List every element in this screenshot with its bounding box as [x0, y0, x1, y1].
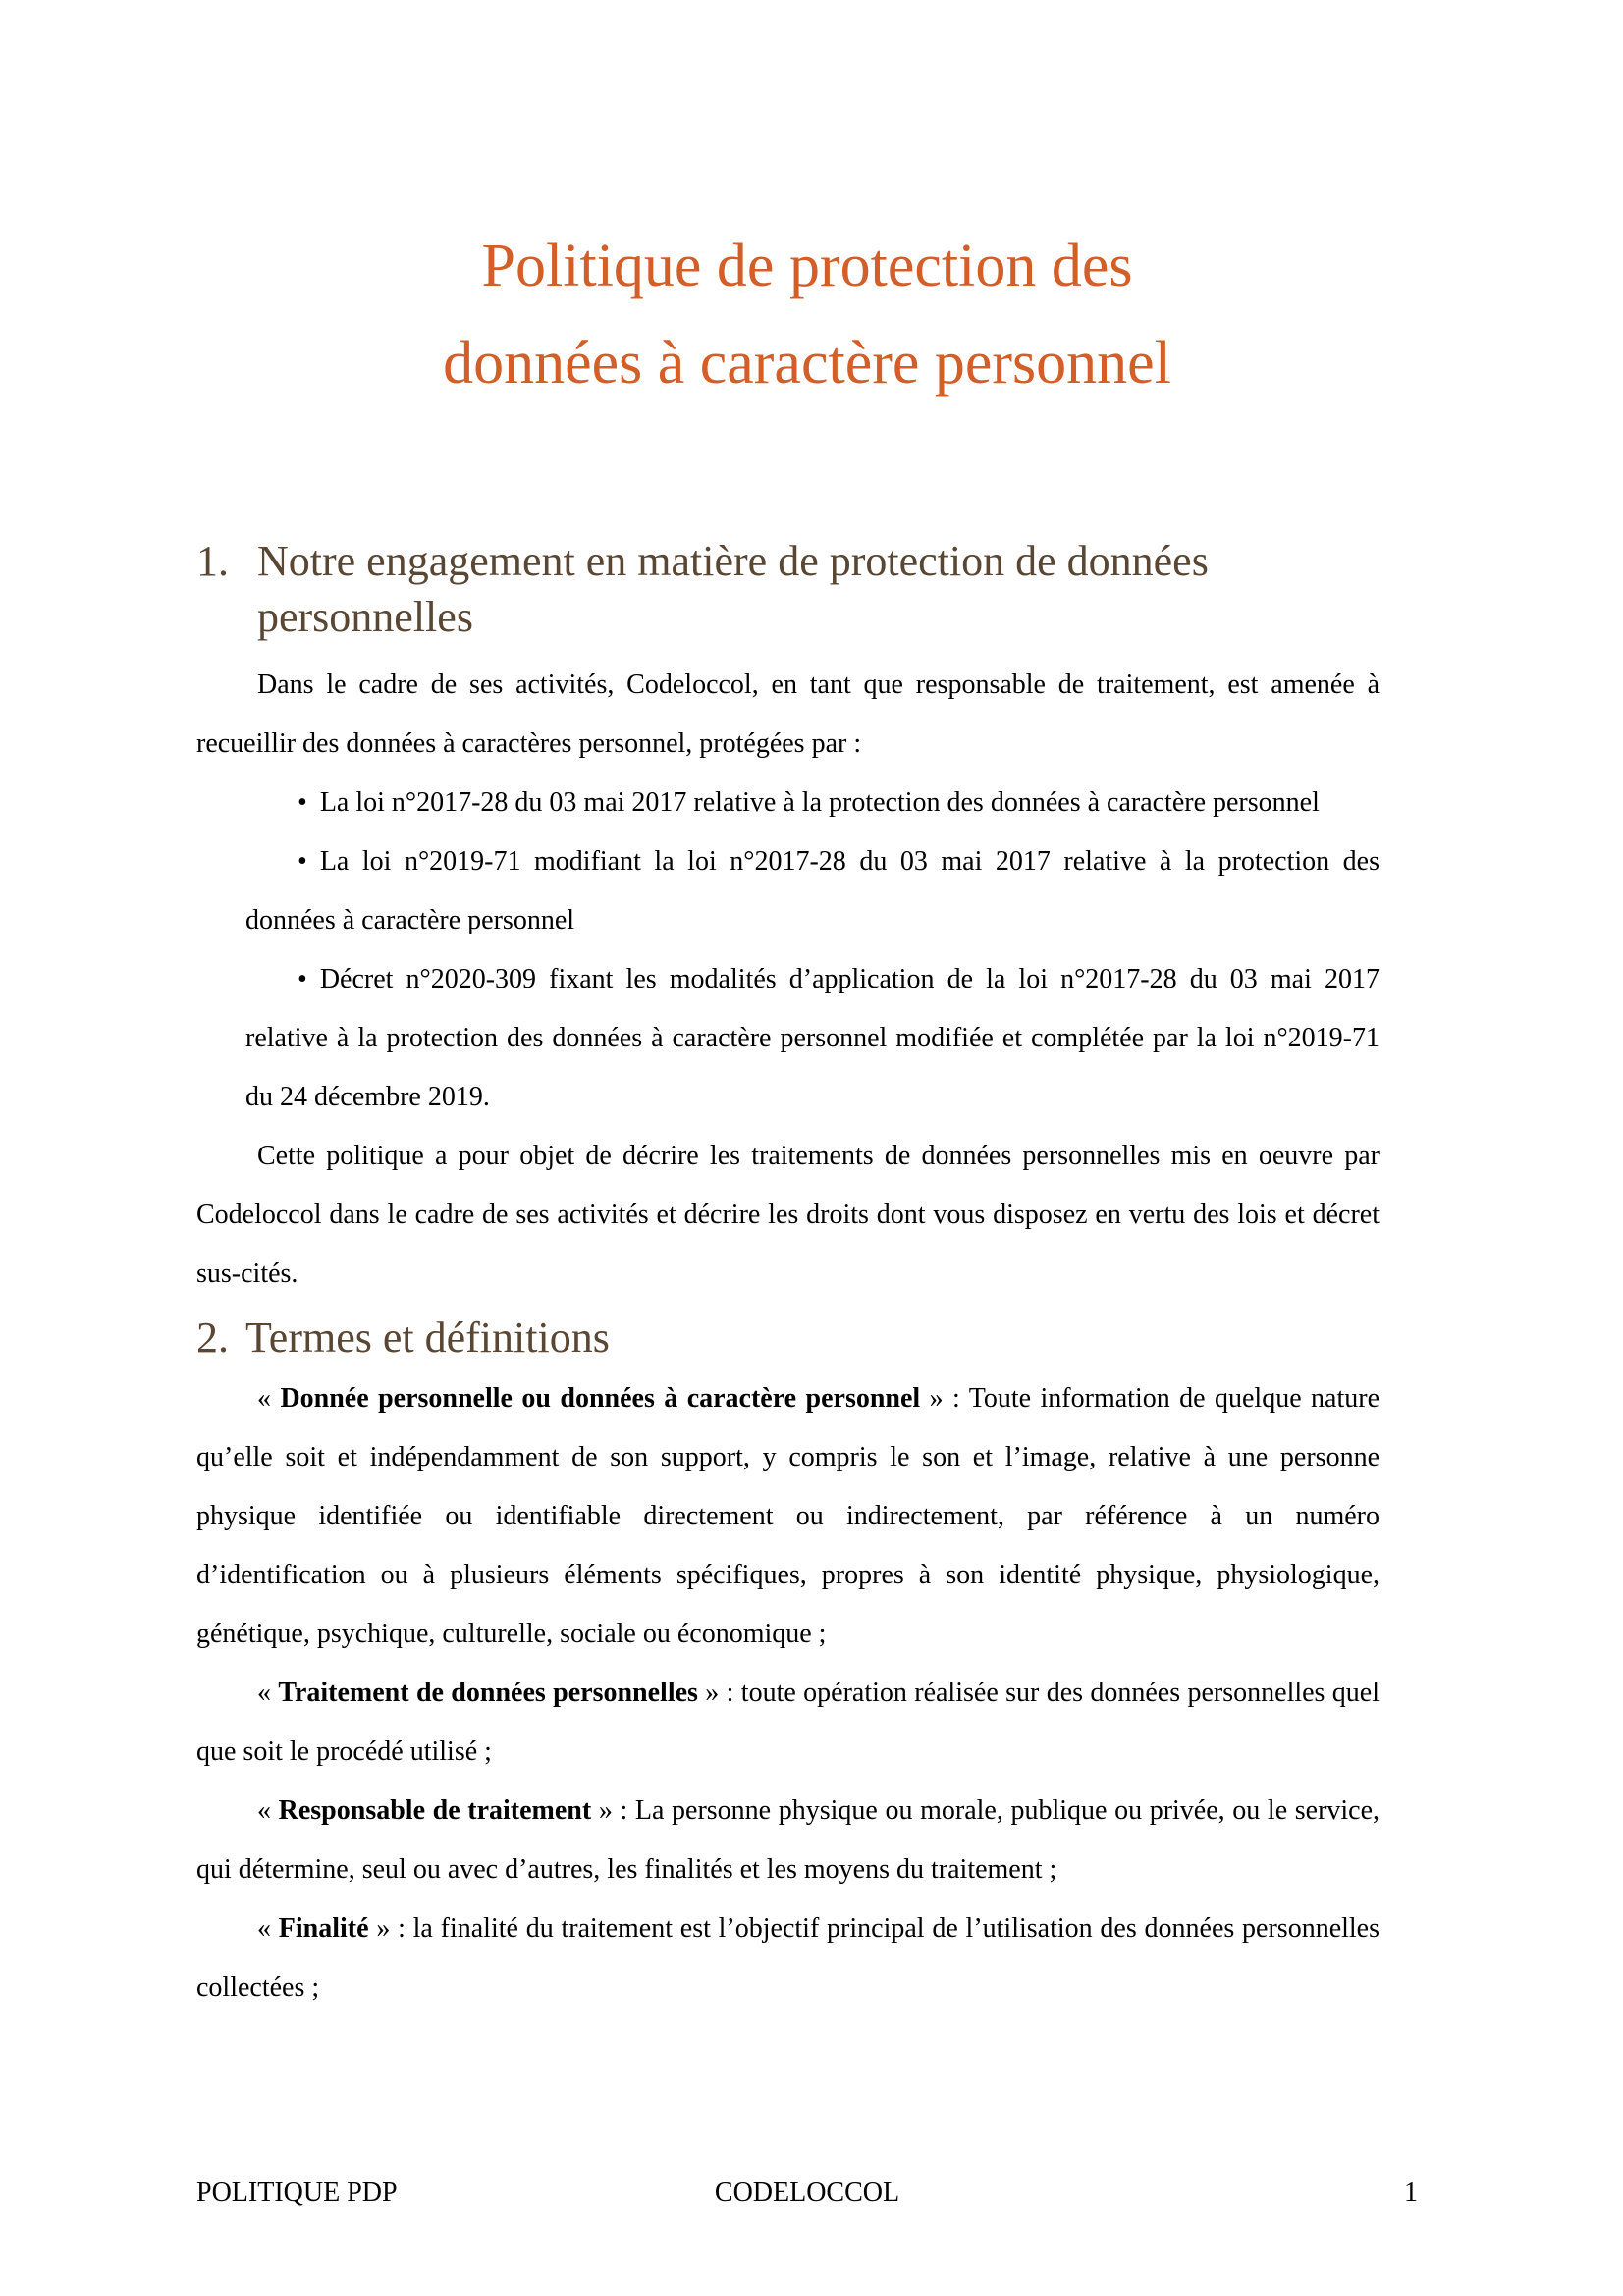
definition-paragraph	[196, 1664, 1380, 1782]
closing-paragraph: Cette politique a pour objet de décrire les traitements de données personnelles mis en oeuvre par Codeloccol dans le cadre de ses activités et décrire les droits dont vous disposez en vertu des lois et décret sus-cités.	[196, 1141, 1380, 1289]
definition-open-quote: «	[257, 1913, 279, 1944]
definition-open-quote: «	[257, 1678, 279, 1708]
definition-text: : la finalité du traitement est l’objectif principal de l’utilisation des données personnelles collectées ;	[196, 1913, 1380, 2002]
definition-term: Donnée personnelle ou données à caractère personnel	[280, 1383, 921, 1414]
definition-paragraph	[196, 1782, 1380, 1899]
intro-paragraph: Dans le cadre de ses activités, Codeloccol, en tant que responsable de traitement, est amenée à recueillir des données à caractères personnel, protégées par :	[196, 669, 1380, 759]
definition-open-quote: «	[257, 1795, 279, 1826]
bullet-item	[196, 832, 1380, 950]
definition-term: Traitement de données personnelles	[278, 1678, 698, 1708]
definition-text: : Toute information de quelque nature qu’elle soit et indépendamment de son support, y compris le son et l’image, relative à une personne physique identifiée ou identifiable directement ou indirectement, par référence à un numéro d’identification ou à plusieurs éléments spécifiques, propres à son identité physique, physiologique, génétique, psychique, culturelle, sociale ou économique ;	[196, 1383, 1380, 1649]
bullet-marker: •	[298, 964, 307, 994]
bullet-text: La loi n°2019-71 modifiant la loi n°2017-28 du 03 mai 2017 relative à la protection des données à caractère personnel	[245, 846, 1380, 935]
page-footer	[196, 2175, 1418, 2211]
section-1-body	[196, 656, 1380, 1304]
definition-close-quote: »	[697, 1678, 720, 1708]
footer-org-name: CODELOCCOL	[714, 2177, 900, 2208]
definition-term: Responsable de traitement	[278, 1795, 592, 1826]
bullet-text: Décret n°2020-309 fixant les modalités d’application de la loi n°2017-28 du 03 mai 2017 relative à la protection des données à caractère personnel modifiée et complétée par la loi n°2019-71 du 24 décembre 2019.	[245, 964, 1380, 1112]
document-title-line-2: données à caractère personnel	[443, 330, 1171, 397]
footer-doc-name: POLITIQUE PDP	[196, 2177, 398, 2208]
document-content	[196, 0, 1418, 2017]
section-2-heading-text: Termes et définitions	[245, 1313, 610, 1362]
definition-close-quote: »	[368, 1913, 391, 1944]
section-2-number: 2.	[196, 1313, 229, 1362]
section-1-heading	[196, 533, 1418, 645]
bullet-marker: •	[298, 846, 307, 877]
bullet-item	[196, 950, 1380, 1127]
document-title-line-1: Politique de protection des	[481, 233, 1133, 299]
bullet-item	[196, 774, 1380, 832]
definition-text: : toute opération réalisée sur des données personnelles quel que soit le procédé utilisé ;	[196, 1678, 1380, 1767]
section-1-number: 1.	[196, 537, 229, 585]
definition-term: Finalité	[278, 1913, 369, 1944]
footer-page-number: 1	[1404, 2177, 1419, 2208]
bullet-marker: •	[298, 787, 307, 818]
definition-close-quote: »	[591, 1795, 613, 1826]
section-2-body	[196, 1369, 1380, 2017]
bullet-text: La loi n°2017-28 du 03 mai 2017 relative à la protection des données à caractère personnel	[319, 787, 1320, 818]
definition-open-quote: «	[257, 1383, 281, 1414]
section-1-heading-text: Notre engagement en matière de protection de données personnelles	[257, 537, 1209, 641]
definition-paragraph	[196, 1899, 1380, 2017]
section-2-heading	[196, 1309, 1418, 1365]
definition-paragraph	[196, 1369, 1380, 1664]
document-title	[196, 218, 1418, 412]
definition-close-quote: »	[920, 1383, 944, 1414]
definition-text: : La personne physique ou morale, publique ou privée, ou le service, qui détermine, seul ou avec d’autres, les finalités et les moyens du traitement ;	[196, 1795, 1380, 1885]
